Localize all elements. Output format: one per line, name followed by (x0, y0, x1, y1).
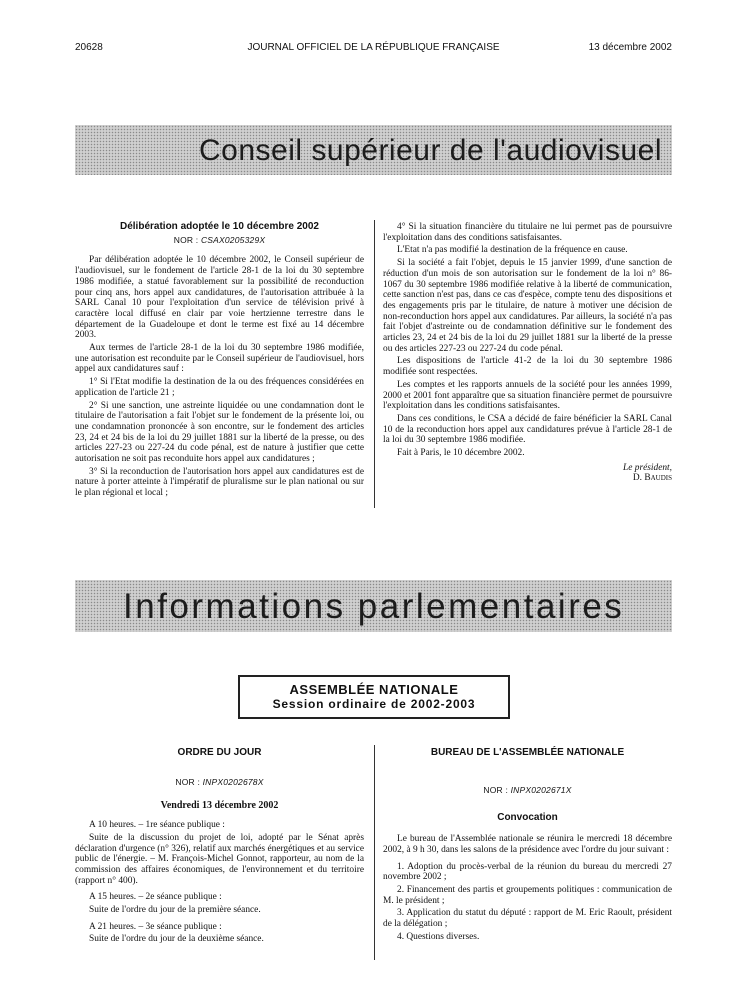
paragraph: Les comptes et les rapports annuels de la société pour les années 1999, 2000 et 2001 font apparaître que sa situation financière permet de poursuivre l'exploitation dans les conditions satisfaisantes. (383, 379, 672, 412)
bureau-title: BUREAU DE L'ASSEMBLÉE NATIONALE (430, 747, 625, 758)
nor-code: INPX0202671X (510, 784, 572, 795)
paragraph: 1° Si l'Etat modifie la destination de la ou des fréquences considérées en application de l'article 21 ; (75, 377, 364, 398)
paragraph: Les dispositions de l'article 41-2 de la loi du 30 septembre 1986 modifiée sont respectées. (383, 356, 672, 378)
paragraph: Par délibération adoptée le 10 décembre 2002, le Conseil supérieur de l'audiovisuel, sur le fondement de l'article 28-1 de la loi du 30 septembre 1986 modifiée, a statué favorablement sur la possibilité de reconduction pour cinq ans, hors appel aux candidatures, de l'autorisation attribuée à la SARL Canal 10 pour l'exploitation d'un service de télévision privé à caractère local diffusé en clair par voie hertzienne terrestre dans le département de la Guadeloupe et dont le terme est fixé au 14 décembre 2003. (75, 255, 364, 341)
session-3-body: Suite de l'ordre du jour de la deuxième séance. (89, 934, 264, 945)
paragraph: Dans ces conditions, le CSA a décidé de faire bénéficier la SARL Canal 10 de la reconduction hors appel aux candidatures prévue à l'article 28-1 de la loi du 30 septembre 1986 modifiée. (383, 413, 672, 446)
paragraph: Si la société a fait l'objet, depuis le 15 janvier 1999, d'une sanction de réduction d'un mois de son autorisation sur le fondement de la loi n° 86-1067 du 30 septembre 1986 modifiée relative à la liberté de communication, cette sanction n'est pas, dans ce cas d'espèce, compte tenu des dispositions et des engagements pris par le titulaire, de nature à motiver une décision de non-reconduction hors appel aux candidatures. Par ailleurs, la société n'a pas fait l'objet d'astreinte ou de condamnation définitive sur le fondement des articles 23, 24 et 24 bis de la loi du 29 juillet 1881 sur la liberté de la presse ou des articles 227-23 ou 227-24 du code pénal. (383, 258, 672, 354)
csa-nor (75, 235, 364, 246)
session-3-head: A 21 heures. – 3e séance publique : (89, 921, 222, 932)
ordre-day: Vendredi 13 décembre 2002 (160, 800, 279, 812)
ordre-title: ORDRE DU JOUR (177, 747, 262, 758)
parlement-banner (75, 580, 672, 632)
paragraph: 2° Si une sanction, une astreinte liquidée ou une condamnation dont le titulaire de l'autorisation a fait l'objet sur le fondement de la présente loi, ou une condamnation prononcée à son encontre, sur le fondement des articles 23, 24 et 24 bis de la loi du 29 juillet 1881 sur la liberté de la presse, ou des articles 227-23 ou 227-24 du code pénal, est de nature à justifier que cette autorisation ne soit pas reconduite hors appel aux candidatures ; (75, 400, 364, 465)
nor-code: CSAX0205329X (200, 234, 266, 245)
csa-banner-title: Conseil supérieur de l'audiovisuel (199, 134, 662, 167)
session-2-head: A 15 heures. – 2e séance publique : (89, 892, 222, 903)
signature-role: Le président, (623, 462, 672, 473)
assembly-box (238, 675, 510, 719)
ordre-nor (75, 777, 364, 788)
journal-title: JOURNAL OFFICIEL DE LA RÉPUBLIQUE FRANÇAISE (247, 42, 500, 53)
csa-banner (75, 125, 672, 175)
session-1-head: A 10 heures. – 1re séance publique : (89, 820, 225, 831)
header-date: 13 décembre 2002 (588, 42, 672, 53)
agenda-item: 1. Adoption du procès-verbal de la réunion du bureau du mercredi 27 novembre 2002 ; (383, 861, 672, 883)
signature-name: D. Baudis (632, 473, 672, 484)
ordre-du-jour-column (75, 748, 364, 947)
deliberation-title: Délibération adoptée le 10 décembre 2002 (120, 221, 319, 232)
agenda-item: 3. Application du statut du député : rapport de M. Eric Raoult, président de la délégation ; (383, 908, 672, 930)
nor-code: INPX0202678X (202, 776, 264, 787)
column-divider (374, 745, 375, 960)
assembly-title: ASSEMBLÉE NATIONALE (289, 682, 459, 697)
agenda-item: 4. Questions diverses. (397, 931, 480, 942)
paragraph: 4° Si la situation financière du titulaire ne lui permet pas de poursuivre l'exploitation dans des conditions satisfaisantes. (383, 222, 672, 243)
csa-right-column (383, 222, 672, 484)
bureau-intro: Le bureau de l'Assemblée nationale se réunira le mercredi 18 décembre 2002, à 9 h 30, dans les salons de la présidence avec l'ordre du jour suivant : (383, 834, 672, 855)
bureau-nor (383, 785, 672, 796)
nor-label: NOR : (483, 784, 509, 795)
nor-label: NOR : (175, 776, 201, 787)
paragraph: Aux termes de l'article 28-1 de la loi du 30 septembre 1986 modifiée, une autorisation est reconduite par le Conseil supérieur de l'audiovisuel, hors appel aux candidatures sauf : (75, 343, 364, 375)
bureau-subtitle: Convocation (497, 812, 558, 824)
paragraph: L'Etat n'a pas modifié la destination de la fréquence en cause. (397, 245, 628, 256)
paragraph: 3° Si la reconduction de l'autorisation hors appel aux candidatures est de nature à porter atteinte à l'impératif de pluralisme sur le plan national ou sur le plan régional et local ; (75, 466, 364, 499)
session-2-body: Suite de l'ordre du jour de la première séance. (89, 905, 261, 916)
page-number: 20628 (75, 42, 103, 53)
agenda-item: 2. Financement des partis et groupements politiques : communication de M. le président ; (383, 884, 672, 906)
session-title: Session ordinaire de 2002-2003 (272, 697, 476, 711)
nor-label: NOR : (173, 234, 199, 245)
parlement-banner-title: Informations parlementaires (123, 587, 625, 626)
paragraph: Fait à Paris, le 10 décembre 2002. (397, 448, 525, 459)
column-divider (374, 220, 375, 508)
session-1-body: Suite de la discussion du projet de loi, adopté par le Sénat après déclaration d'urgence (n° 326), relatif aux marchés énergétiques et au service public de l'énergie. – M. François-Michel Gonnot, rapporteur, au nom de la commission des affaires économiques, de l'environnement et du territoire (rapport n° 400). (75, 832, 364, 886)
bureau-column (383, 748, 672, 944)
csa-left-column (75, 222, 364, 501)
